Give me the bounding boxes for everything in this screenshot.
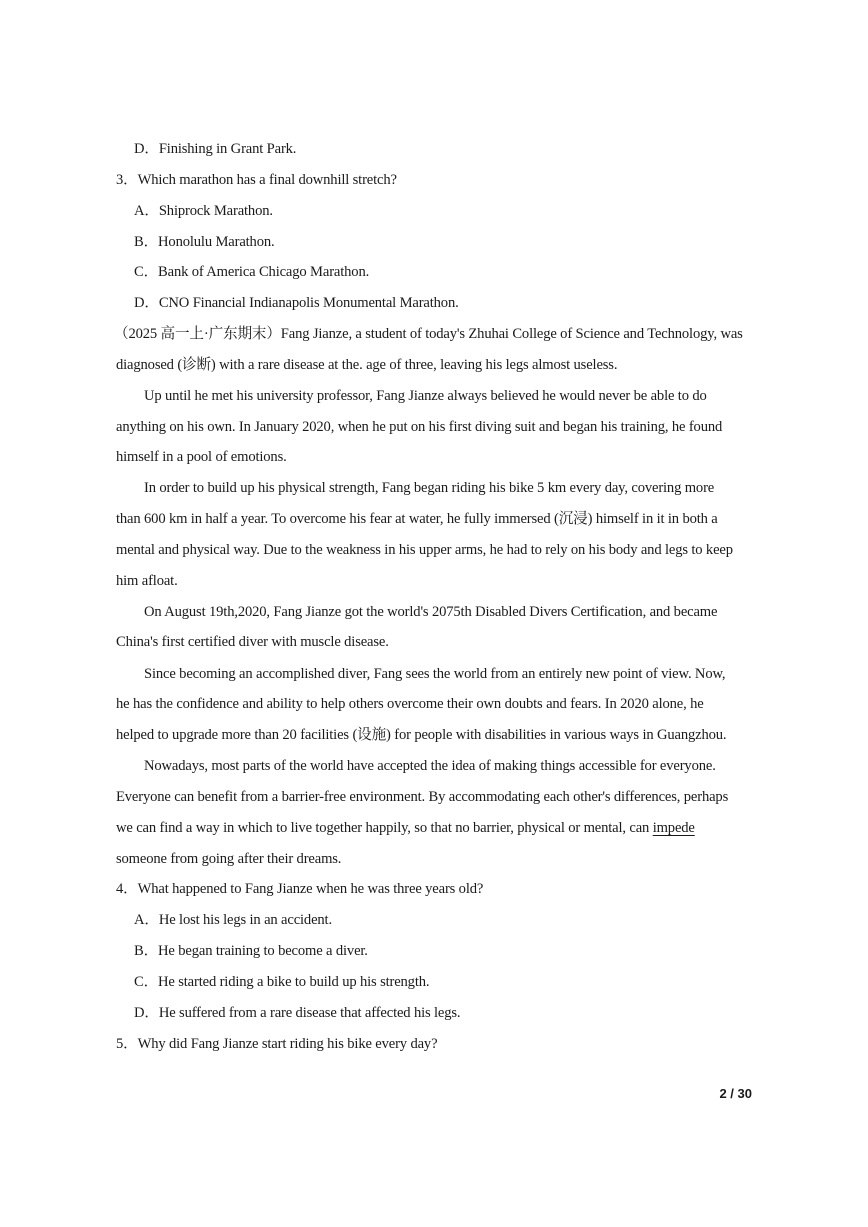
q4-option-d: D．He suffered from a rare disease that affected his legs. (134, 1005, 461, 1021)
passage-p3-line1: On August 19th,2020, Fang Jianze got the world's 2075th Disabled Divers Certification, and became (144, 604, 718, 620)
passage-p1-line1: Up until he met his university professor, Fang Jianze always believed he would never be able to do (144, 388, 707, 404)
q4-option-b: B．He began training to become a diver. (134, 943, 368, 959)
underlined-word-impede: impede (652, 820, 695, 836)
passage-p5-line2: Everyone can benefit from a barrier-free environment. By accommodating each other's differences, perhaps (116, 789, 729, 805)
q2-option-d: D．Finishing in Grant Park. (134, 141, 297, 157)
page-number: 2 / 30 (719, 1086, 752, 1101)
passage-p2-line2: than 600 km in half a year. To overcome his fear at water, he fully immersed (沉浸) himself in it in both a (116, 511, 718, 527)
q3-option-d: D．CNO Financial Indianapolis Monumental Marathon. (134, 295, 459, 311)
passage-p2-line1: In order to build up his physical strength, Fang began riding his bike 5 km every day, covering more (144, 480, 715, 496)
passage-p5-line1: Nowadays, most parts of the world have accepted the idea of making things accessible for everyone. (144, 758, 716, 774)
passage-p2-line4: him afloat. (116, 573, 178, 589)
q4-option-a: A．He lost his legs in an accident. (134, 912, 332, 928)
q4-stem: 4．What happened to Fang Jianze when he was three years old? (116, 881, 484, 897)
passage-p4-line1: Since becoming an accomplished diver, Fang sees the world from an entirely new point of view. Now, (144, 666, 726, 682)
q3-stem: 3．Which marathon has a final downhill stretch? (116, 172, 397, 188)
q5-stem: 5．Why did Fang Jianze start riding his bike every day? (116, 1036, 438, 1052)
passage-source-line: （2025 高一上·广东期末）Fang Jianze, a student of today's Zhuhai College of Science and Technology, was (114, 326, 743, 342)
q3-option-a: A．Shiprock Marathon. (134, 203, 273, 219)
passage-p5-line3 (116, 818, 695, 838)
passage-p1-line3: himself in a pool of emotions. (116, 449, 287, 465)
passage-p2-line3: mental and physical way. Due to the weakness in his upper arms, he had to rely on his body and legs to keep (116, 542, 733, 558)
q3-option-b: B．Honolulu Marathon. (134, 234, 275, 250)
passage-p5-line4: someone from going after their dreams. (116, 851, 342, 867)
q3-option-c: C．Bank of America Chicago Marathon. (134, 264, 370, 280)
passage-p4-line2: he has the confidence and ability to help others overcome their own doubts and fears. In 2020 alone, he (116, 696, 704, 712)
passage-p4-line3: helped to upgrade more than 20 facilities (设施) for people with disabilities in various ways in Guangzhou. (116, 727, 727, 743)
passage-p5-line3-text: we can find a way in which to live together happily, so that no barrier, physical or mental, can (116, 820, 653, 836)
passage-intro-line: diagnosed (诊断) with a rare disease at the. age of three, leaving his legs almost useless. (116, 357, 618, 373)
passage-p3-line2: China's first certified diver with muscle disease. (116, 634, 389, 650)
passage-p1-line2: anything on his own. In January 2020, when he put on his first diving suit and began his training, he found (116, 419, 723, 435)
q4-option-c: C．He started riding a bike to build up his strength. (134, 974, 430, 990)
